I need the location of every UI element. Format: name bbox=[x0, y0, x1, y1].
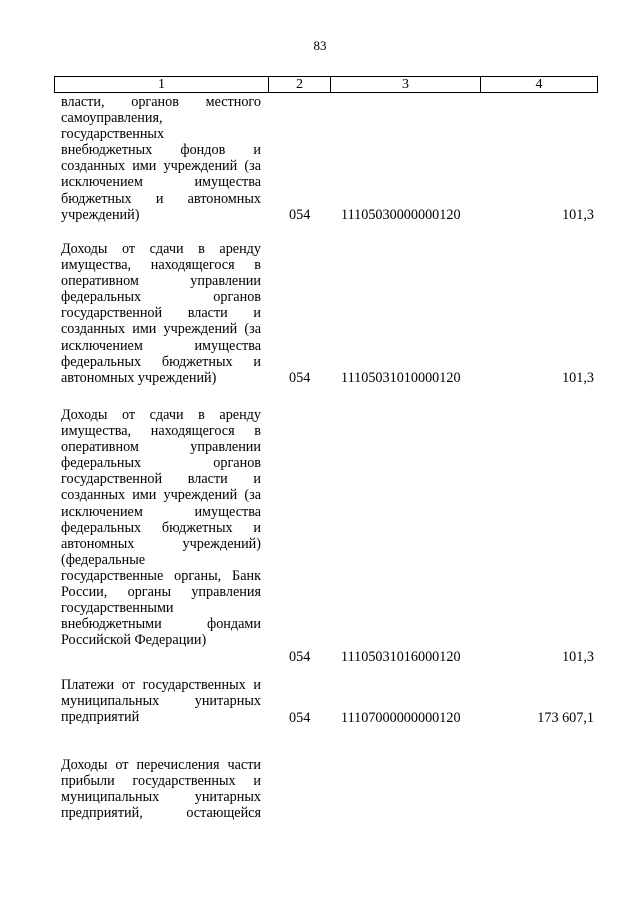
description-line: (федеральные bbox=[61, 551, 146, 568]
description-line: автономных учреждений) bbox=[61, 535, 261, 552]
description-line: внебюджетными фондами bbox=[61, 616, 261, 633]
row-description bbox=[61, 407, 261, 648]
description-line: прибыли государственных и bbox=[61, 773, 261, 790]
row-amount: 101,3 bbox=[562, 207, 594, 223]
description-line: учреждений) bbox=[61, 206, 140, 223]
description-line: государственной власти и bbox=[61, 471, 261, 488]
row-code: 054 bbox=[289, 207, 311, 223]
row-description bbox=[61, 94, 261, 223]
description-line: муниципальных унитарных bbox=[61, 693, 261, 710]
description-line: Доходы от сдачи в аренду bbox=[61, 241, 261, 257]
header-col-3: 3 bbox=[331, 77, 481, 92]
description-line: исключением имущества bbox=[61, 503, 261, 520]
description-line: власти, органов местного bbox=[61, 94, 261, 110]
row-code: 054 bbox=[289, 370, 311, 386]
header-col-2: 2 bbox=[269, 77, 331, 92]
description-line: имущества, находящегося в bbox=[61, 423, 261, 440]
description-line: федеральных органов bbox=[61, 289, 261, 306]
description-line: исключением имущества bbox=[61, 337, 261, 354]
description-line: государственных bbox=[61, 126, 165, 143]
description-line: Российской Федерации) bbox=[61, 632, 207, 649]
description-line: созданных ими учреждений (за bbox=[61, 158, 261, 175]
description-line: государственной власти и bbox=[61, 305, 261, 322]
row-description bbox=[61, 677, 261, 725]
description-line: исключением имущества bbox=[61, 174, 261, 191]
page-number: 83 bbox=[313, 38, 327, 53]
row-description bbox=[61, 241, 261, 386]
description-line: России, органы управления bbox=[61, 584, 261, 601]
description-line: автономных учреждений) bbox=[61, 369, 217, 386]
description-line: предприятий bbox=[61, 709, 140, 726]
description-line: Доходы от сдачи в аренду bbox=[61, 407, 261, 423]
description-line: муниципальных унитарных bbox=[61, 789, 261, 806]
row-amount: 173 607,1 bbox=[537, 710, 594, 726]
description-line: имущества, находящегося в bbox=[61, 257, 261, 274]
row-kbk: 11107000000000120 bbox=[341, 710, 461, 726]
row-kbk: 11105030000000120 bbox=[341, 207, 461, 223]
row-description bbox=[61, 757, 261, 821]
description-line: федеральных бюджетных и bbox=[61, 519, 261, 536]
description-line: созданных ими учреждений (за bbox=[61, 321, 261, 338]
description-line: федеральных органов bbox=[61, 455, 261, 472]
description-line: внебюджетных фондов и bbox=[61, 142, 261, 159]
header-col-4: 4 bbox=[535, 77, 543, 92]
description-line: Доходы от перечисления части bbox=[61, 757, 261, 773]
row-amount: 101,3 bbox=[562, 370, 594, 386]
row-kbk: 11105031016000120 bbox=[341, 649, 461, 665]
row-code: 054 bbox=[289, 710, 311, 726]
description-line: Платежи от государственных и bbox=[61, 677, 261, 693]
description-line: государственными bbox=[61, 600, 174, 617]
table-header bbox=[54, 76, 598, 93]
description-line: федеральных бюджетных и bbox=[61, 353, 261, 370]
row-code: 054 bbox=[289, 649, 311, 665]
description-line: оперативном управлении bbox=[61, 439, 261, 456]
row-kbk: 11105031010000120 bbox=[341, 370, 461, 386]
description-line: государственные органы, Банк bbox=[61, 567, 261, 584]
description-line: бюджетных и автономных bbox=[61, 190, 261, 207]
description-line: оперативном управлении bbox=[61, 273, 261, 290]
description-line: самоуправления, bbox=[61, 110, 163, 127]
description-line: предприятий, остающейся bbox=[61, 805, 261, 822]
row-amount: 101,3 bbox=[562, 649, 594, 665]
description-line: созданных ими учреждений (за bbox=[61, 487, 261, 504]
header-col-1: 1 bbox=[55, 77, 269, 92]
